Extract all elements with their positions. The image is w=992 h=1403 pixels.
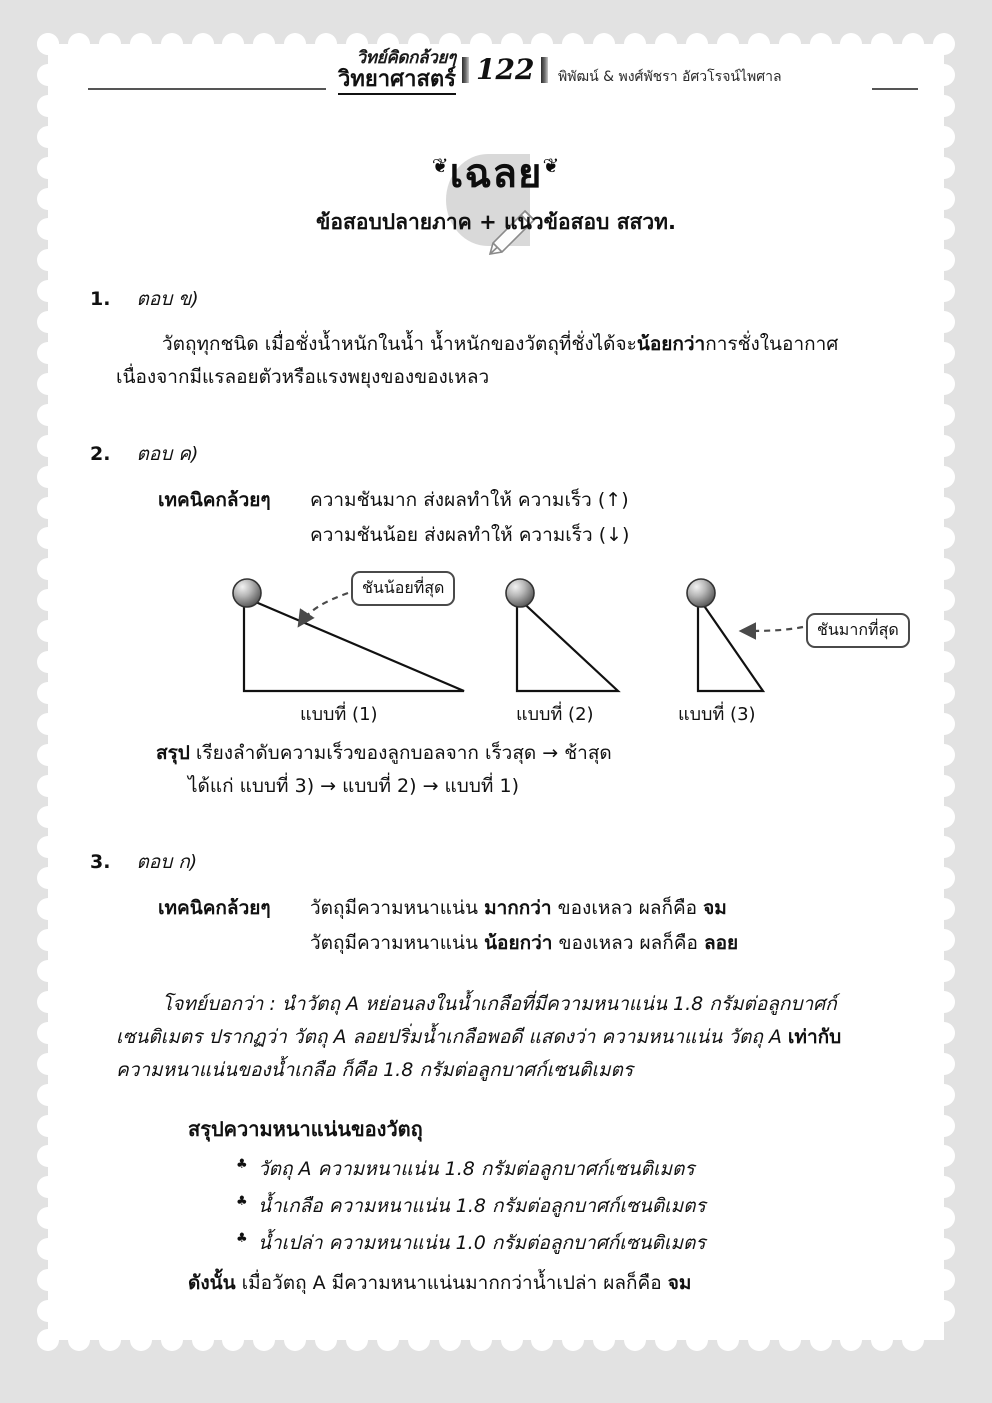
question-3-prompt [48,988,944,1088]
q3-prompt-line2-emphasis: เท่ากับ [787,1025,842,1048]
ramp-caption-2: แบบที่ (2) [516,703,594,725]
q3-final-label: ดังนั้น [188,1272,236,1295]
q3-technique-label: เทคนิคกล้วยๆ [158,897,271,920]
q3-density-list [48,1151,944,1262]
question-1-heading [48,284,944,314]
perforation-dot [37,126,59,148]
perforation-dot [810,1329,832,1351]
q1-line2: เนื่องจากมีแรลอยตัวหรือแรงพยุงของของเหลว [116,366,490,389]
question-block-1 [48,284,944,395]
perforation-dot [933,1300,955,1322]
ball-2-icon [506,579,534,607]
q3-summary-title: สรุปความหนาแน่นของวัตถุ [188,1117,423,1142]
perforation-dot [655,1329,677,1351]
q3-prompt-line3: ความหนาแน่นของน้ำเกลือ ก็คือ 1.8 กรัมต่อลูกบาศก์เซนติเมตร [116,1059,634,1082]
perforation-dot [346,1329,368,1351]
q3-tech-line1-b: ของเหลว ผลก็คือ [551,897,704,920]
brand-script-label: วิทย์คิดกล้วยๆ [356,48,456,68]
perforation-dot [593,1329,615,1351]
q3-prompt-line1: นำวัตถุ A หย่อนลงในน้ำเกลือที่มีความหนาแน่น 1.8 กรัมต่อลูกบาศก์ [275,992,837,1015]
perforation-dot [779,1329,801,1351]
brand-block [320,50,456,95]
perforation-dot [222,1329,244,1351]
perforation-dot [37,1300,59,1322]
perforation-dot [315,1329,337,1351]
ball-1-icon [233,579,261,607]
q2-conclusion-text: เรียงลำดับความเร็วของลูกบอลจาก เร็วสุด → ช้าสุด [195,741,612,764]
q3-final-conclusion [48,1268,944,1298]
page-subtitle: ข้อสอบปลายภาค + แนวข้อสอบ สสวท. [316,210,676,234]
perforation-dot [439,1329,461,1351]
ball-3-icon [687,579,715,607]
callout-least-steep: ชันน้อยที่สุด [351,571,455,606]
perforation-dot [531,1329,553,1351]
ramp-caption-1: แบบที่ (1) [300,703,378,725]
perforation-dot [37,249,59,271]
perforation-dot [686,1329,708,1351]
q3-tech-line1-a: วัตถุมีความหนาแน่น [310,897,485,920]
callout-most-steep: ชันมากที่สุด [806,613,910,648]
page-number: 122 [476,53,535,86]
perforation-dot [562,1329,584,1351]
question-1-explanation [48,328,944,395]
brand-main-label: วิทยาศาสตร์ [338,68,456,95]
question-3-number: 3. [90,851,111,874]
page-number-bar-left [462,57,469,83]
page-title [48,152,944,196]
perforation-dot [68,1329,90,1351]
question-block-2 [48,439,944,804]
q3-tech-line2-emphasis: น้อยกว่า [484,932,553,955]
question-3-technique [48,891,944,961]
q2-tech-line-2: ความชันน้อย ส่งผลทำให้ ความเร็ว (↓) [310,523,630,546]
title-zone [48,152,944,239]
page-header [48,44,944,106]
list-item: ♣ น้ำเปล่า ความหนาแน่น 1.0 กรัมต่อลูกบาศก์เซนติเมตร [236,1225,944,1262]
ramp-caption-3: แบบที่ (3) [678,703,756,725]
q3-tech-line1-emphasis: มากกว่า [484,897,552,920]
perforation-dot [470,1329,492,1351]
content-body [48,284,944,1298]
question-2-number: 2. [90,442,111,465]
list-item: ♣ วัตถุ A ความหนาแน่น 1.8 กรัมต่อลูกบาศก์เซนติเมตร [236,1151,944,1188]
question-3-heading [48,847,944,877]
perforation-dot [99,1329,121,1351]
q1-line1-b: การชั่งในอากาศ [705,333,839,355]
perforation-dot [902,1329,924,1351]
perforation-dot [717,1329,739,1351]
page-number-group [462,53,548,86]
ramp-1 [244,597,464,691]
perforation-dot [253,1329,275,1351]
q3-tech-line1-result: จม [703,897,727,920]
perforation-dot [871,1329,893,1351]
q1-line1-emphasis: น้อยกว่า [636,333,706,355]
page-title-text: เฉลย [449,151,543,197]
title-deco-right-icon: ❦ [542,153,561,178]
q2-technique-label: เทคนิคกล้วยๆ [158,488,271,511]
header-rule-right [872,88,918,90]
perforation-dot [933,249,955,271]
perforation-dot [840,1329,862,1351]
q2-tech-line-1: ความชันมาก ส่งผลทำให้ ความเร็ว (↑) [310,488,629,511]
perforation-dot [130,1329,152,1351]
ramp-diagram [48,569,944,737]
q3-technique-lines [310,891,944,961]
q3-final-text: เมื่อวัตถุ A มีความหนาแน่นมากกว่าน้ำเปล่า ผลก็คือ [235,1272,668,1295]
question-2-heading [48,439,944,469]
perforation-dot [624,1329,646,1351]
q3-prompt-label: โจทย์บอกว่า : [162,992,276,1015]
q2-technique-lines [310,483,944,553]
q2-conclusion-label: สรุป [156,741,190,764]
perforation-dot [501,1329,523,1351]
question-3-answer: ตอบ ก) [136,851,198,874]
ramp-3 [698,597,763,691]
perforation-dot [284,1329,306,1351]
header-rule-left [88,88,326,90]
question-2-technique [48,483,944,553]
q1-line1-a: วัตถุทุกชนิด เมื่อชั่งน้ำหนักในน้ำ น้ำหนักของวัตถุที่ชั่งได้จะ [162,333,637,355]
ramp-2 [517,597,618,691]
q3-prompt-line2-a: เซนติเมตร ปรากฏว่า วัตถุ A ลอยปริ่มน้ำเกลือพอดี แสดงว่า ความหนาแน่น วัตถุ A [116,1025,788,1048]
perforation-dot [933,126,955,148]
list-item: ♣ น้ำเกลือ ความหนาแน่น 1.8 กรัมต่อลูกบาศก์เซนติเมตร [236,1188,944,1225]
authors-label: พิพัฒน์ & พงศ์พัชรา อัศวโรจน์ไพศาล [558,69,782,85]
question-1-answer: ตอบ ข) [136,288,199,310]
perforation-dot [192,1329,214,1351]
question-2-answer: ตอบ ค) [136,442,199,465]
q2-conclusion-line2: ได้แก่ แบบที่ 3) → แบบที่ 2) → แบบที่ 1) [188,775,519,798]
perforation-dot [37,1329,59,1351]
question-block-3 [48,847,944,1298]
perforation-dot [377,1329,399,1351]
q3-tech-line2-result: ลอย [703,932,739,955]
question-2-conclusion [48,737,944,804]
q3-final-result: จม [667,1272,692,1295]
q3-tech-line2-b: ของเหลว ผลก็คือ [552,932,704,955]
callout-1-arrow [300,593,348,624]
q3-tech-line2-a: วัตถุมีความหนาแน่น [310,932,485,955]
perforation-dot [161,1329,183,1351]
stamp-page [48,44,944,1340]
title-deco-left-icon: ❦ [431,153,450,178]
perforation-dot [748,1329,770,1351]
page-number-bar-right [541,57,548,83]
perforation-dot [408,1329,430,1351]
question-1-number: 1. [90,288,111,310]
callout-3-arrow [743,627,803,631]
